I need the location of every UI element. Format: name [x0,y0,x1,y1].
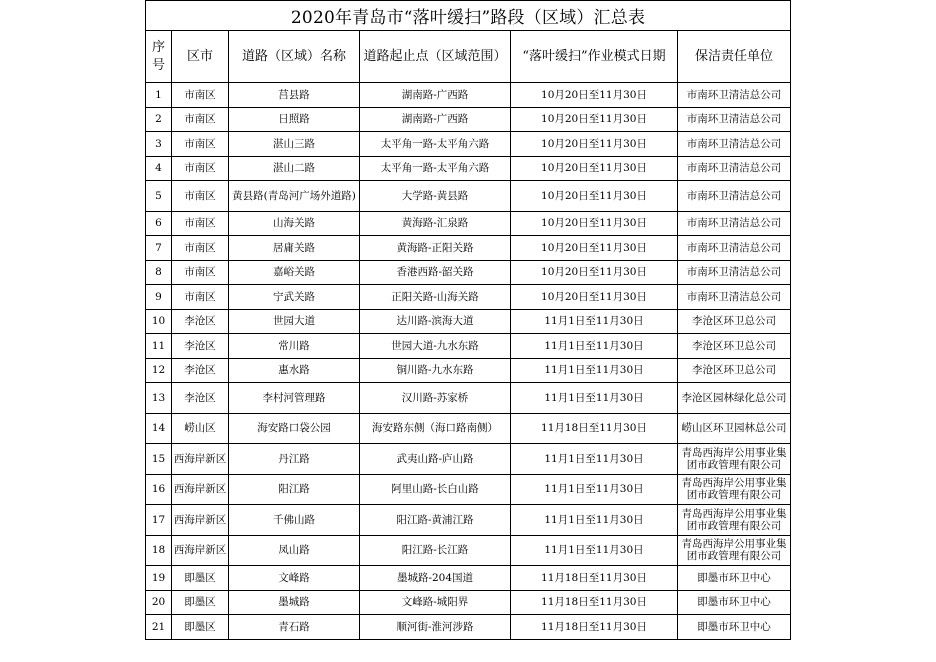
cell-unit: 青岛西海岸公用事业集团市政管理有限公司 [678,535,791,566]
cell-district: 即墨区 [172,615,229,640]
cell-index: 14 [146,413,172,444]
table-row [146,211,791,236]
cell-district: 西海岸新区 [172,505,229,536]
cell-district: 市南区 [172,156,229,181]
cell-range: 顺河街-淮河涉路 [360,615,511,640]
cell-index: 15 [146,444,172,475]
cell-district: 李沧区 [172,358,229,383]
table-row [146,309,791,334]
cell-period: 11月1日至11月30日 [511,444,678,475]
cell-period: 10月20日至11月30日 [511,236,678,261]
cell-road: 文峰路 [229,566,360,591]
cell-range: 香港西路-韶关路 [360,260,511,285]
cell-index: 2 [146,107,172,132]
cell-period: 11月1日至11月30日 [511,309,678,334]
cell-range: 铜川路-九水东路 [360,358,511,383]
cell-range: 阳江路-长江路 [360,535,511,566]
cell-index: 1 [146,83,172,108]
cell-road: 惠水路 [229,358,360,383]
cell-unit: 市南环卫清洁总公司 [678,236,791,261]
cell-range: 文峰路-城阳界 [360,590,511,615]
cell-period: 11月1日至11月30日 [511,505,678,536]
cell-period: 10月20日至11月30日 [511,181,678,212]
cell-index: 7 [146,236,172,261]
cell-road: 世园大道 [229,309,360,334]
cell-index: 10 [146,309,172,334]
table-row [146,358,791,383]
table-row [146,413,791,444]
table-row [146,505,791,536]
cell-index: 20 [146,590,172,615]
cell-district: 即墨区 [172,566,229,591]
cell-index: 16 [146,474,172,505]
cell-unit: 市南环卫清洁总公司 [678,107,791,132]
cell-period: 10月20日至11月30日 [511,107,678,132]
cell-road: 青石路 [229,615,360,640]
cell-road: 嘉峪关路 [229,260,360,285]
cell-range: 阿里山路-长白山路 [360,474,511,505]
cell-district: 李沧区 [172,383,229,414]
table-body [146,83,791,640]
cell-district: 西海岸新区 [172,444,229,475]
cell-unit: 李沧区环卫总公司 [678,334,791,359]
cell-period: 11月18日至11月30日 [511,615,678,640]
cell-range: 太平角一路-太平角六路 [360,132,511,157]
table-row [146,260,791,285]
table-row [146,107,791,132]
cell-district: 西海岸新区 [172,535,229,566]
cell-unit: 崂山区环卫园林总公司 [678,413,791,444]
header-range: 道路起止点（区域范围） [360,31,511,83]
cell-range: 太平角一路-太平角六路 [360,156,511,181]
cell-period: 11月1日至11月30日 [511,383,678,414]
cell-unit: 市南环卫清洁总公司 [678,211,791,236]
header-district: 区市 [172,31,229,83]
table-row [146,566,791,591]
cell-road: 阳江路 [229,474,360,505]
cell-road: 丹江路 [229,444,360,475]
cell-district: 市南区 [172,236,229,261]
table-row [146,474,791,505]
cell-district: 李沧区 [172,334,229,359]
cell-period: 11月18日至11月30日 [511,566,678,591]
table-row [146,590,791,615]
cell-index: 4 [146,156,172,181]
cell-unit: 李沧区园林绿化总公司 [678,383,791,414]
cell-road: 李村河管理路 [229,383,360,414]
cell-index: 19 [146,566,172,591]
table-row [146,444,791,475]
cell-unit: 市南环卫清洁总公司 [678,156,791,181]
cell-period: 11月1日至11月30日 [511,535,678,566]
cell-range: 正阳关路-山海关路 [360,285,511,310]
table-row [146,132,791,157]
cell-unit: 市南环卫清洁总公司 [678,83,791,108]
cell-unit: 青岛西海岸公用事业集团市政管理有限公司 [678,444,791,475]
table-row [146,156,791,181]
cell-period: 11月1日至11月30日 [511,474,678,505]
table-row [146,181,791,212]
cell-index: 11 [146,334,172,359]
cell-range: 武夷山路-庐山路 [360,444,511,475]
cell-range: 阳江路-黄浦江路 [360,505,511,536]
cell-range: 大学路-黄县路 [360,181,511,212]
table-row [146,615,791,640]
cell-range: 湖南路-广西路 [360,83,511,108]
cell-period: 10月20日至11月30日 [511,83,678,108]
cell-road: 黄县路(青岛河广场外道路) [229,181,360,212]
cell-index: 17 [146,505,172,536]
cell-district: 市南区 [172,211,229,236]
cell-period: 10月20日至11月30日 [511,260,678,285]
cell-range: 汉川路-苏家桥 [360,383,511,414]
cell-district: 西海岸新区 [172,474,229,505]
cell-district: 李沧区 [172,309,229,334]
cell-unit: 即墨市环卫中心 [678,566,791,591]
cell-road: 千佛山路 [229,505,360,536]
cell-district: 崂山区 [172,413,229,444]
cell-road: 海安路口袋公园 [229,413,360,444]
cell-range: 海安路东侧（海口路南侧） [360,413,511,444]
cell-road: 湛山二路 [229,156,360,181]
cell-index: 5 [146,181,172,212]
title-row [146,1,791,31]
cell-range: 世园大道-九水东路 [360,334,511,359]
cell-index: 12 [146,358,172,383]
cell-index: 8 [146,260,172,285]
cell-unit: 即墨市环卫中心 [678,590,791,615]
table-row [146,236,791,261]
cell-road: 莒县路 [229,83,360,108]
cell-index: 3 [146,132,172,157]
cell-road: 凤山路 [229,535,360,566]
cell-index: 21 [146,615,172,640]
cell-period: 11月1日至11月30日 [511,358,678,383]
cell-unit: 李沧区环卫总公司 [678,309,791,334]
cell-index: 18 [146,535,172,566]
cell-unit: 市南环卫清洁总公司 [678,181,791,212]
cell-range: 湖南路-广西路 [360,107,511,132]
cell-period: 10月20日至11月30日 [511,211,678,236]
table-title: 2020年青岛市“落叶缓扫”路段（区域）汇总表 [146,1,791,31]
cell-district: 市南区 [172,132,229,157]
cell-range: 达川路-滨海大道 [360,309,511,334]
cell-unit: 李沧区环卫总公司 [678,358,791,383]
cell-district: 即墨区 [172,590,229,615]
cell-road: 宁武关路 [229,285,360,310]
header-row [146,31,791,83]
cell-period: 11月18日至11月30日 [511,413,678,444]
cell-district: 市南区 [172,260,229,285]
cell-range: 墨城路-204国道 [360,566,511,591]
cell-range: 黄海路-汇泉路 [360,211,511,236]
cell-unit: 市南环卫清洁总公司 [678,132,791,157]
cell-road: 日照路 [229,107,360,132]
cell-district: 市南区 [172,83,229,108]
cell-index: 9 [146,285,172,310]
cell-unit: 即墨市环卫中心 [678,615,791,640]
cell-period: 11月1日至11月30日 [511,334,678,359]
cell-road: 常川路 [229,334,360,359]
cell-period: 11月18日至11月30日 [511,590,678,615]
cell-period: 10月20日至11月30日 [511,156,678,181]
cell-period: 10月20日至11月30日 [511,132,678,157]
cell-unit: 青岛西海岸公用事业集团市政管理有限公司 [678,505,791,536]
header-road: 道路（区域）名称 [229,31,360,83]
cell-range: 黄海路-正阳关路 [360,236,511,261]
header-unit: 保洁责任单位 [678,31,791,83]
cell-road: 墨城路 [229,590,360,615]
cell-road: 湛山三路 [229,132,360,157]
table-row [146,285,791,310]
cell-unit: 市南环卫清洁总公司 [678,285,791,310]
summary-table [145,0,791,640]
cell-district: 市南区 [172,107,229,132]
cell-road: 山海关路 [229,211,360,236]
cell-district: 市南区 [172,285,229,310]
cell-index: 6 [146,211,172,236]
table-row [146,83,791,108]
cell-unit: 青岛西海岸公用事业集团市政管理有限公司 [678,474,791,505]
table-row [146,334,791,359]
header-index: 序号 [146,31,172,83]
cell-road: 居庸关路 [229,236,360,261]
cell-district: 市南区 [172,181,229,212]
header-period: “落叶缓扫”作业模式日期 [511,31,678,83]
cell-unit: 市南环卫清洁总公司 [678,260,791,285]
cell-period: 10月20日至11月30日 [511,285,678,310]
table-row [146,383,791,414]
cell-index: 13 [146,383,172,414]
summary-sheet [145,0,790,640]
table-row [146,535,791,566]
